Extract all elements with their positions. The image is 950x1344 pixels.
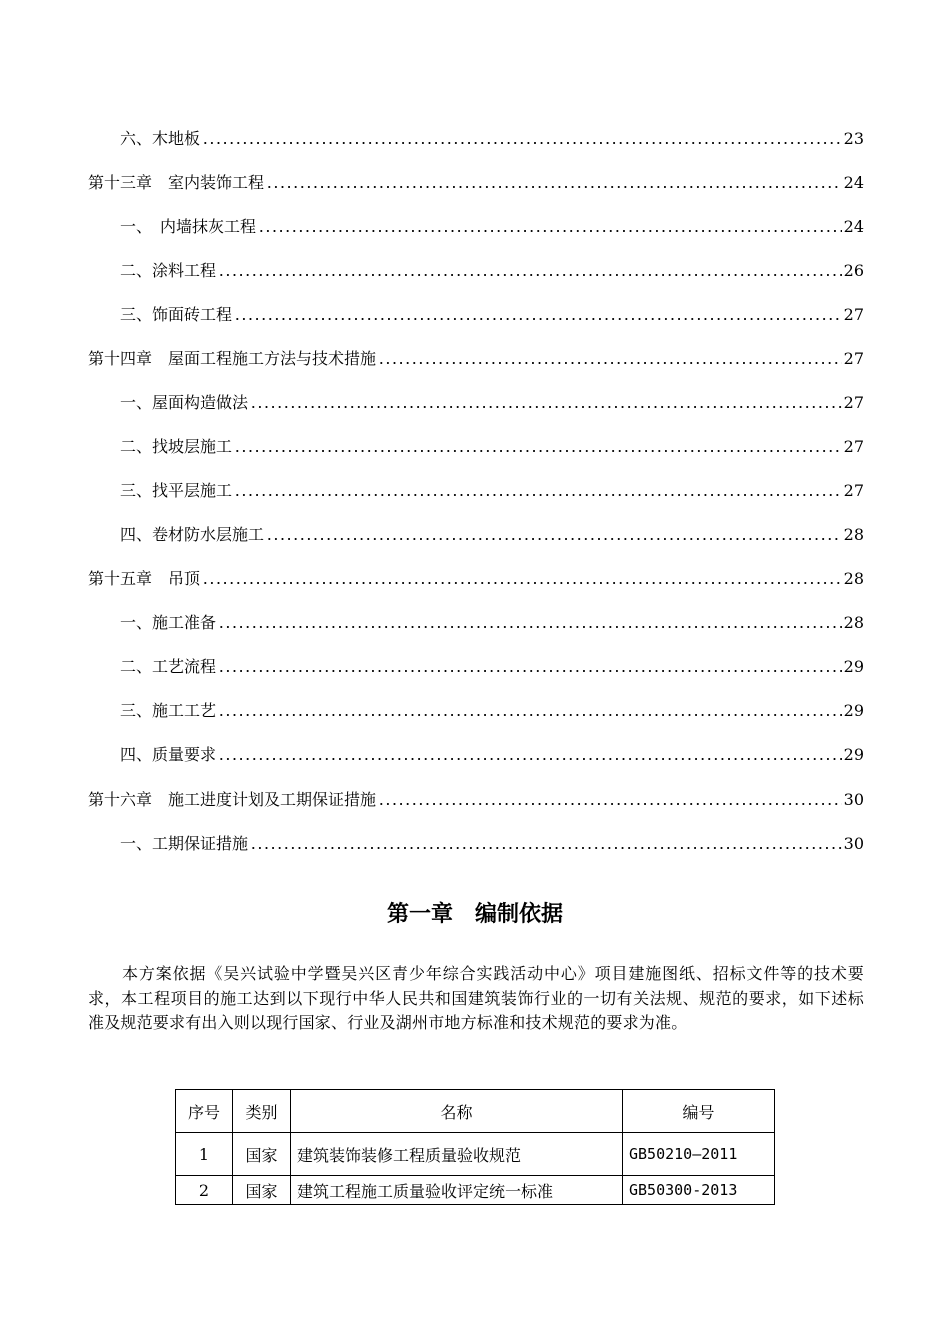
cell-type: 国家	[233, 1133, 291, 1176]
toc-entry[interactable]	[120, 829, 864, 855]
toc-leader-dots	[234, 439, 842, 453]
toc-leader-dots	[234, 307, 842, 321]
toc-entry[interactable]	[120, 740, 864, 766]
toc-entry-title: 第十五章 吊顶	[88, 569, 201, 588]
toc-entry[interactable]	[120, 652, 864, 678]
toc-entry-page: 29	[843, 745, 864, 764]
toc-entry[interactable]	[120, 696, 864, 722]
cell-name: 建筑工程施工质量验收评定统一标准	[291, 1176, 623, 1205]
toc-entry-page: 27	[843, 437, 864, 456]
toc-entry-page: 28	[843, 525, 864, 544]
toc-leader-dots	[218, 703, 842, 717]
toc-leader-dots	[378, 351, 842, 365]
toc-entry-title: 一、施工准备	[120, 613, 217, 632]
toc-entry[interactable]	[88, 344, 864, 370]
toc-entry-title: 三、找平层施工	[120, 481, 233, 500]
toc-entry-page: 27	[843, 481, 864, 500]
toc-leader-dots	[266, 527, 842, 541]
cell-code: GB50210—2011	[623, 1133, 775, 1176]
table-row	[176, 1176, 775, 1205]
header-name: 名称	[291, 1090, 623, 1133]
toc-leader-dots	[234, 483, 842, 497]
toc-entry-page: 29	[843, 701, 864, 720]
toc-entry[interactable]	[120, 520, 864, 546]
toc-entry-page: 24	[843, 173, 864, 192]
toc-entry-page: 28	[843, 613, 864, 632]
toc-entry-page: 27	[843, 305, 864, 324]
toc-leader-dots	[378, 792, 842, 806]
toc-entry-title: 二、工艺流程	[120, 657, 217, 676]
header-code: 编号	[623, 1090, 775, 1133]
toc-leader-dots	[218, 615, 842, 629]
cell-code: GB50300-2013	[623, 1176, 775, 1205]
toc-entry[interactable]	[120, 256, 864, 282]
cell-name: 建筑装饰装修工程质量验收规范	[291, 1133, 623, 1176]
toc-entry-title: 一、 内墙抹灰工程	[120, 217, 257, 236]
toc-entry-page: 23	[843, 129, 864, 148]
toc-entry-title: 六、木地板	[120, 129, 201, 148]
toc-entry[interactable]	[120, 212, 864, 238]
toc-entry-page: 24	[843, 217, 864, 236]
toc-entry-title: 四、质量要求	[120, 745, 217, 764]
toc-entry[interactable]	[120, 388, 864, 414]
toc-entry-title: 三、饰面砖工程	[120, 305, 233, 324]
toc-entry[interactable]	[88, 564, 864, 590]
toc-entry-title: 第十四章 屋面工程施工方法与技术措施	[88, 349, 377, 368]
toc-leader-dots	[218, 747, 842, 761]
toc-entry-page: 30	[843, 790, 864, 809]
toc-entry-title: 第十六章 施工进度计划及工期保证措施	[88, 790, 377, 809]
toc-leader-dots	[218, 659, 842, 673]
cell-num: 2	[176, 1176, 233, 1205]
toc-entry-page: 29	[843, 657, 864, 676]
toc-entry-title: 第十三章 室内装饰工程	[88, 173, 265, 192]
toc-entry-title: 三、施工工艺	[120, 701, 217, 720]
toc-entry-page: 27	[843, 349, 864, 368]
toc-leader-dots	[202, 131, 842, 145]
toc-entry-title: 四、卷材防水层施工	[120, 525, 265, 544]
cell-num: 1	[176, 1133, 233, 1176]
toc-entry-page: 28	[843, 569, 864, 588]
toc-entry[interactable]	[120, 432, 864, 458]
chapter-heading: 第一章 编制依据	[386, 902, 563, 927]
toc-leader-dots	[250, 395, 842, 409]
toc-entry-title: 一、工期保证措施	[120, 834, 249, 853]
toc-entry-title: 一、屋面构造做法	[120, 393, 249, 412]
toc-entry-page: 30	[843, 834, 864, 853]
toc-leader-dots	[218, 263, 842, 277]
header-num: 序号	[176, 1090, 233, 1133]
toc-entry-title: 二、找坡层施工	[120, 437, 233, 456]
toc-entry[interactable]	[120, 124, 864, 150]
toc-entry[interactable]	[88, 168, 864, 194]
toc-entry[interactable]	[120, 608, 864, 634]
cell-type: 国家	[233, 1176, 291, 1205]
toc-entry-title: 二、涂料工程	[120, 261, 217, 280]
toc-leader-dots	[250, 836, 842, 850]
toc-entry-page: 27	[843, 393, 864, 412]
toc-leader-dots	[266, 175, 842, 189]
toc-leader-dots	[202, 571, 842, 585]
table-row	[176, 1133, 775, 1176]
toc-leader-dots	[258, 219, 842, 233]
table-header-row	[176, 1090, 775, 1133]
header-type: 类别	[233, 1090, 291, 1133]
toc-entry[interactable]	[120, 300, 864, 326]
toc-entry-page: 26	[843, 261, 864, 280]
toc-entry[interactable]	[88, 785, 864, 811]
body-paragraph: 本方案依据《吴兴试验中学暨吴兴区青少年综合实践活动中心》项目建施图纸、招标文件等的技术要求，本工程项目的施工达到以下现行中华人民共和国建筑装饰行业的一切有关法规、规范的要求，如下述标准及规范要求有出入则以现行国家、行业及湖州市地方标准和技术规范的要求为准。	[88, 964, 864, 1032]
toc-entry[interactable]	[120, 476, 864, 502]
standards-table	[175, 1089, 775, 1205]
